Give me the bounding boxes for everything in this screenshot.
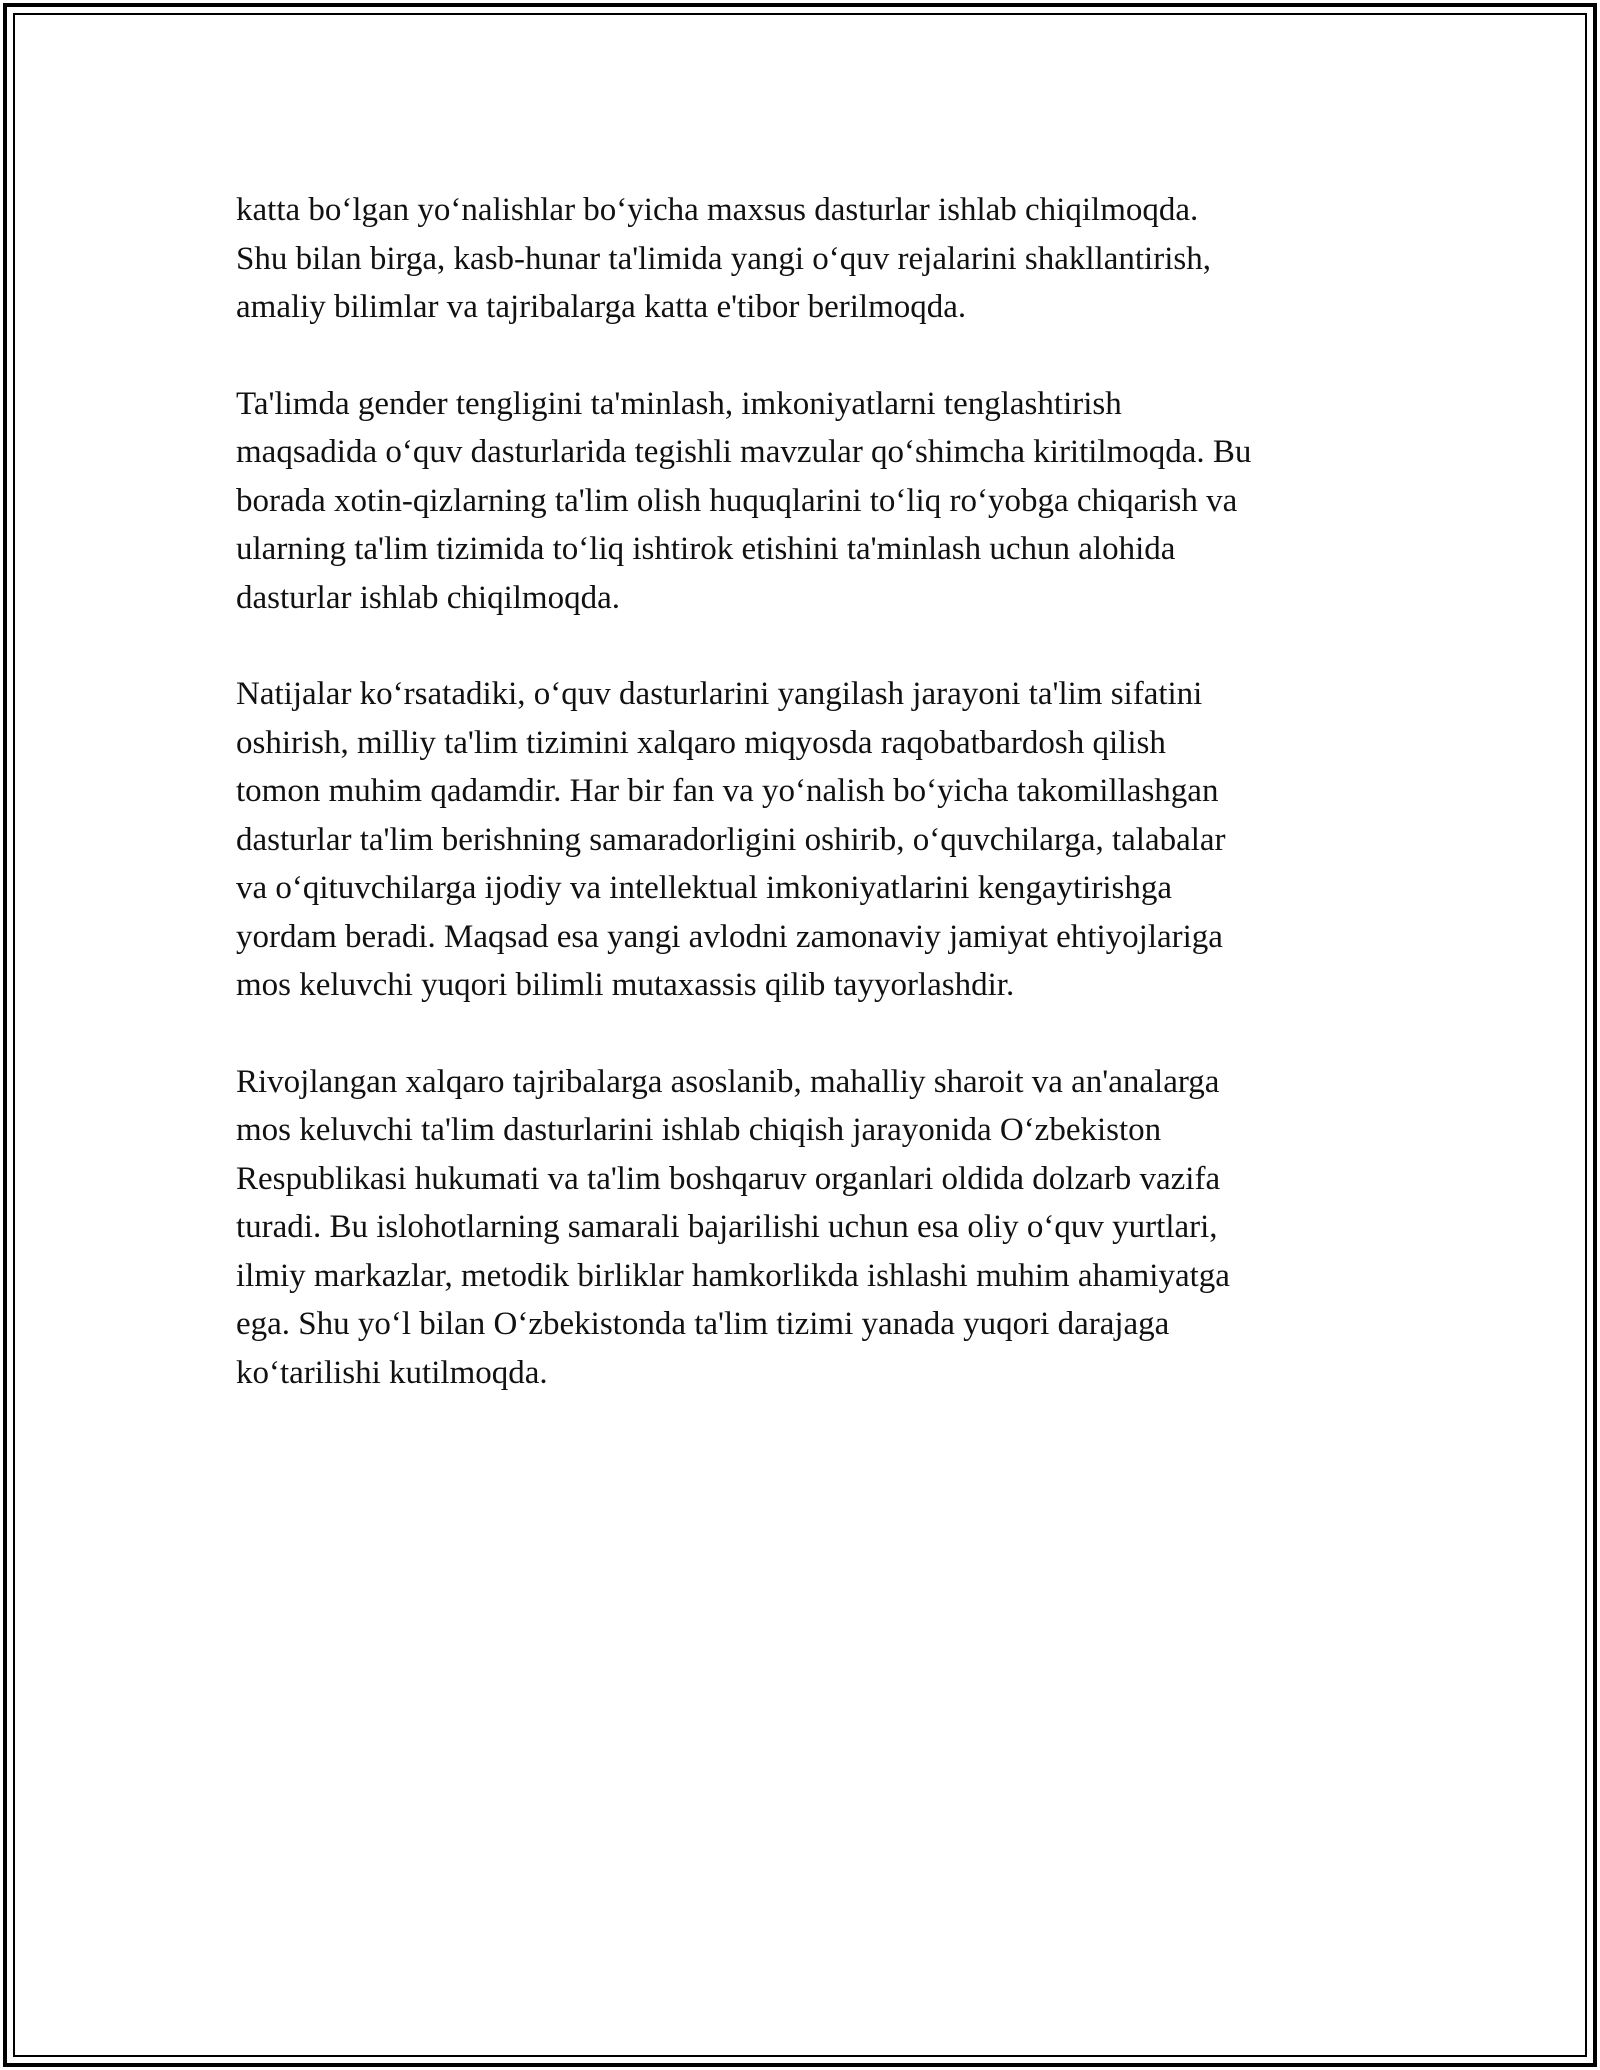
text-line: katta bo‘lgan yo‘nalishlar bo‘yicha maxsus dasturlar ishlab chiqilmoqda. bbox=[236, 192, 1199, 228]
text-line: Ta'limda gender tengligini ta'minlash, imkoniyatlarni tenglashtirish bbox=[236, 385, 1122, 422]
paragraph-1 bbox=[236, 186, 1416, 332]
text-line: ega. Shu yo‘l bilan O‘zbekistonda ta'lim tizimi yanada yuqori darajaga bbox=[236, 1306, 1170, 1342]
text-line: Respublikasi hukumati va ta'lim boshqaruv organlari oldida dolzarb vazifa bbox=[236, 1160, 1221, 1197]
text-line: yordam beradi. Maqsad esa yangi avlodni zamonaviy jamiyat ehtiyojlariga bbox=[236, 918, 1223, 955]
paragraph-4 bbox=[236, 1058, 1416, 1398]
text-line: dasturlar ta'lim berishning samaradorligini oshirib, o‘quvchilarga, talabalar bbox=[236, 821, 1226, 858]
document-body bbox=[236, 186, 1416, 1445]
text-line: Natijalar ko‘rsatadiki, o‘quv dasturlarini yangilash jarayoni ta'lim sifatini bbox=[236, 676, 1203, 712]
text-line: dasturlar ishlab chiqilmoqda. bbox=[236, 579, 620, 616]
paragraph-3 bbox=[236, 670, 1416, 1010]
text-line: va o‘qituvchilarga ijodiy va intellektual imkoniyatlarini kengaytirishga bbox=[236, 870, 1172, 906]
text-line: mos keluvchi ta'lim dasturlarini ishlab chiqish jarayonida O‘zbekiston bbox=[236, 1112, 1162, 1148]
text-line: maqsadida o‘quv dasturlarida tegishli mavzular qo‘shimcha kiritilmoqda. Bu bbox=[236, 434, 1252, 470]
text-line: amaliy bilimlar va tajribalarga katta e'tibor berilmoqda. bbox=[236, 289, 967, 325]
text-line: Rivojlangan xalqaro tajribalarga asoslanib, mahalliy sharoit va an'analarga bbox=[236, 1063, 1220, 1100]
paragraph-2 bbox=[236, 380, 1416, 623]
text-line: tomon muhim qadamdir. Har bir fan va yo‘nalish bo‘yicha takomillashgan bbox=[236, 773, 1219, 809]
text-line: mos keluvchi yuqori bilimli mutaxassis qilib tayyorlashdir. bbox=[236, 967, 1015, 1003]
text-line: turadi. Bu islohotlarning samarali bajarilishi uchun esa oliy o‘quv yurtlari, bbox=[236, 1209, 1218, 1245]
text-line: ko‘tarilishi kutilmoqda. bbox=[236, 1354, 548, 1391]
text-line: Shu bilan birga, kasb-hunar ta'limida yangi o‘quv rejalarini shakllantirish, bbox=[236, 240, 1211, 277]
text-line: ularning ta'lim tizimida to‘liq ishtirok etishini ta'minlash uchun alohida bbox=[236, 531, 1176, 567]
text-line: ilmiy markazlar, metodik birliklar hamkorlikda ishlashi muhim ahamiyatga bbox=[236, 1257, 1230, 1294]
text-line: borada xotin-qizlarning ta'lim olish huquqlarini to‘liq ro‘yobga chiqarish va bbox=[236, 482, 1238, 519]
text-line: oshirish, milliy ta'lim tizimini xalqaro miqyosda raqobatbardosh qilish bbox=[236, 724, 1166, 761]
